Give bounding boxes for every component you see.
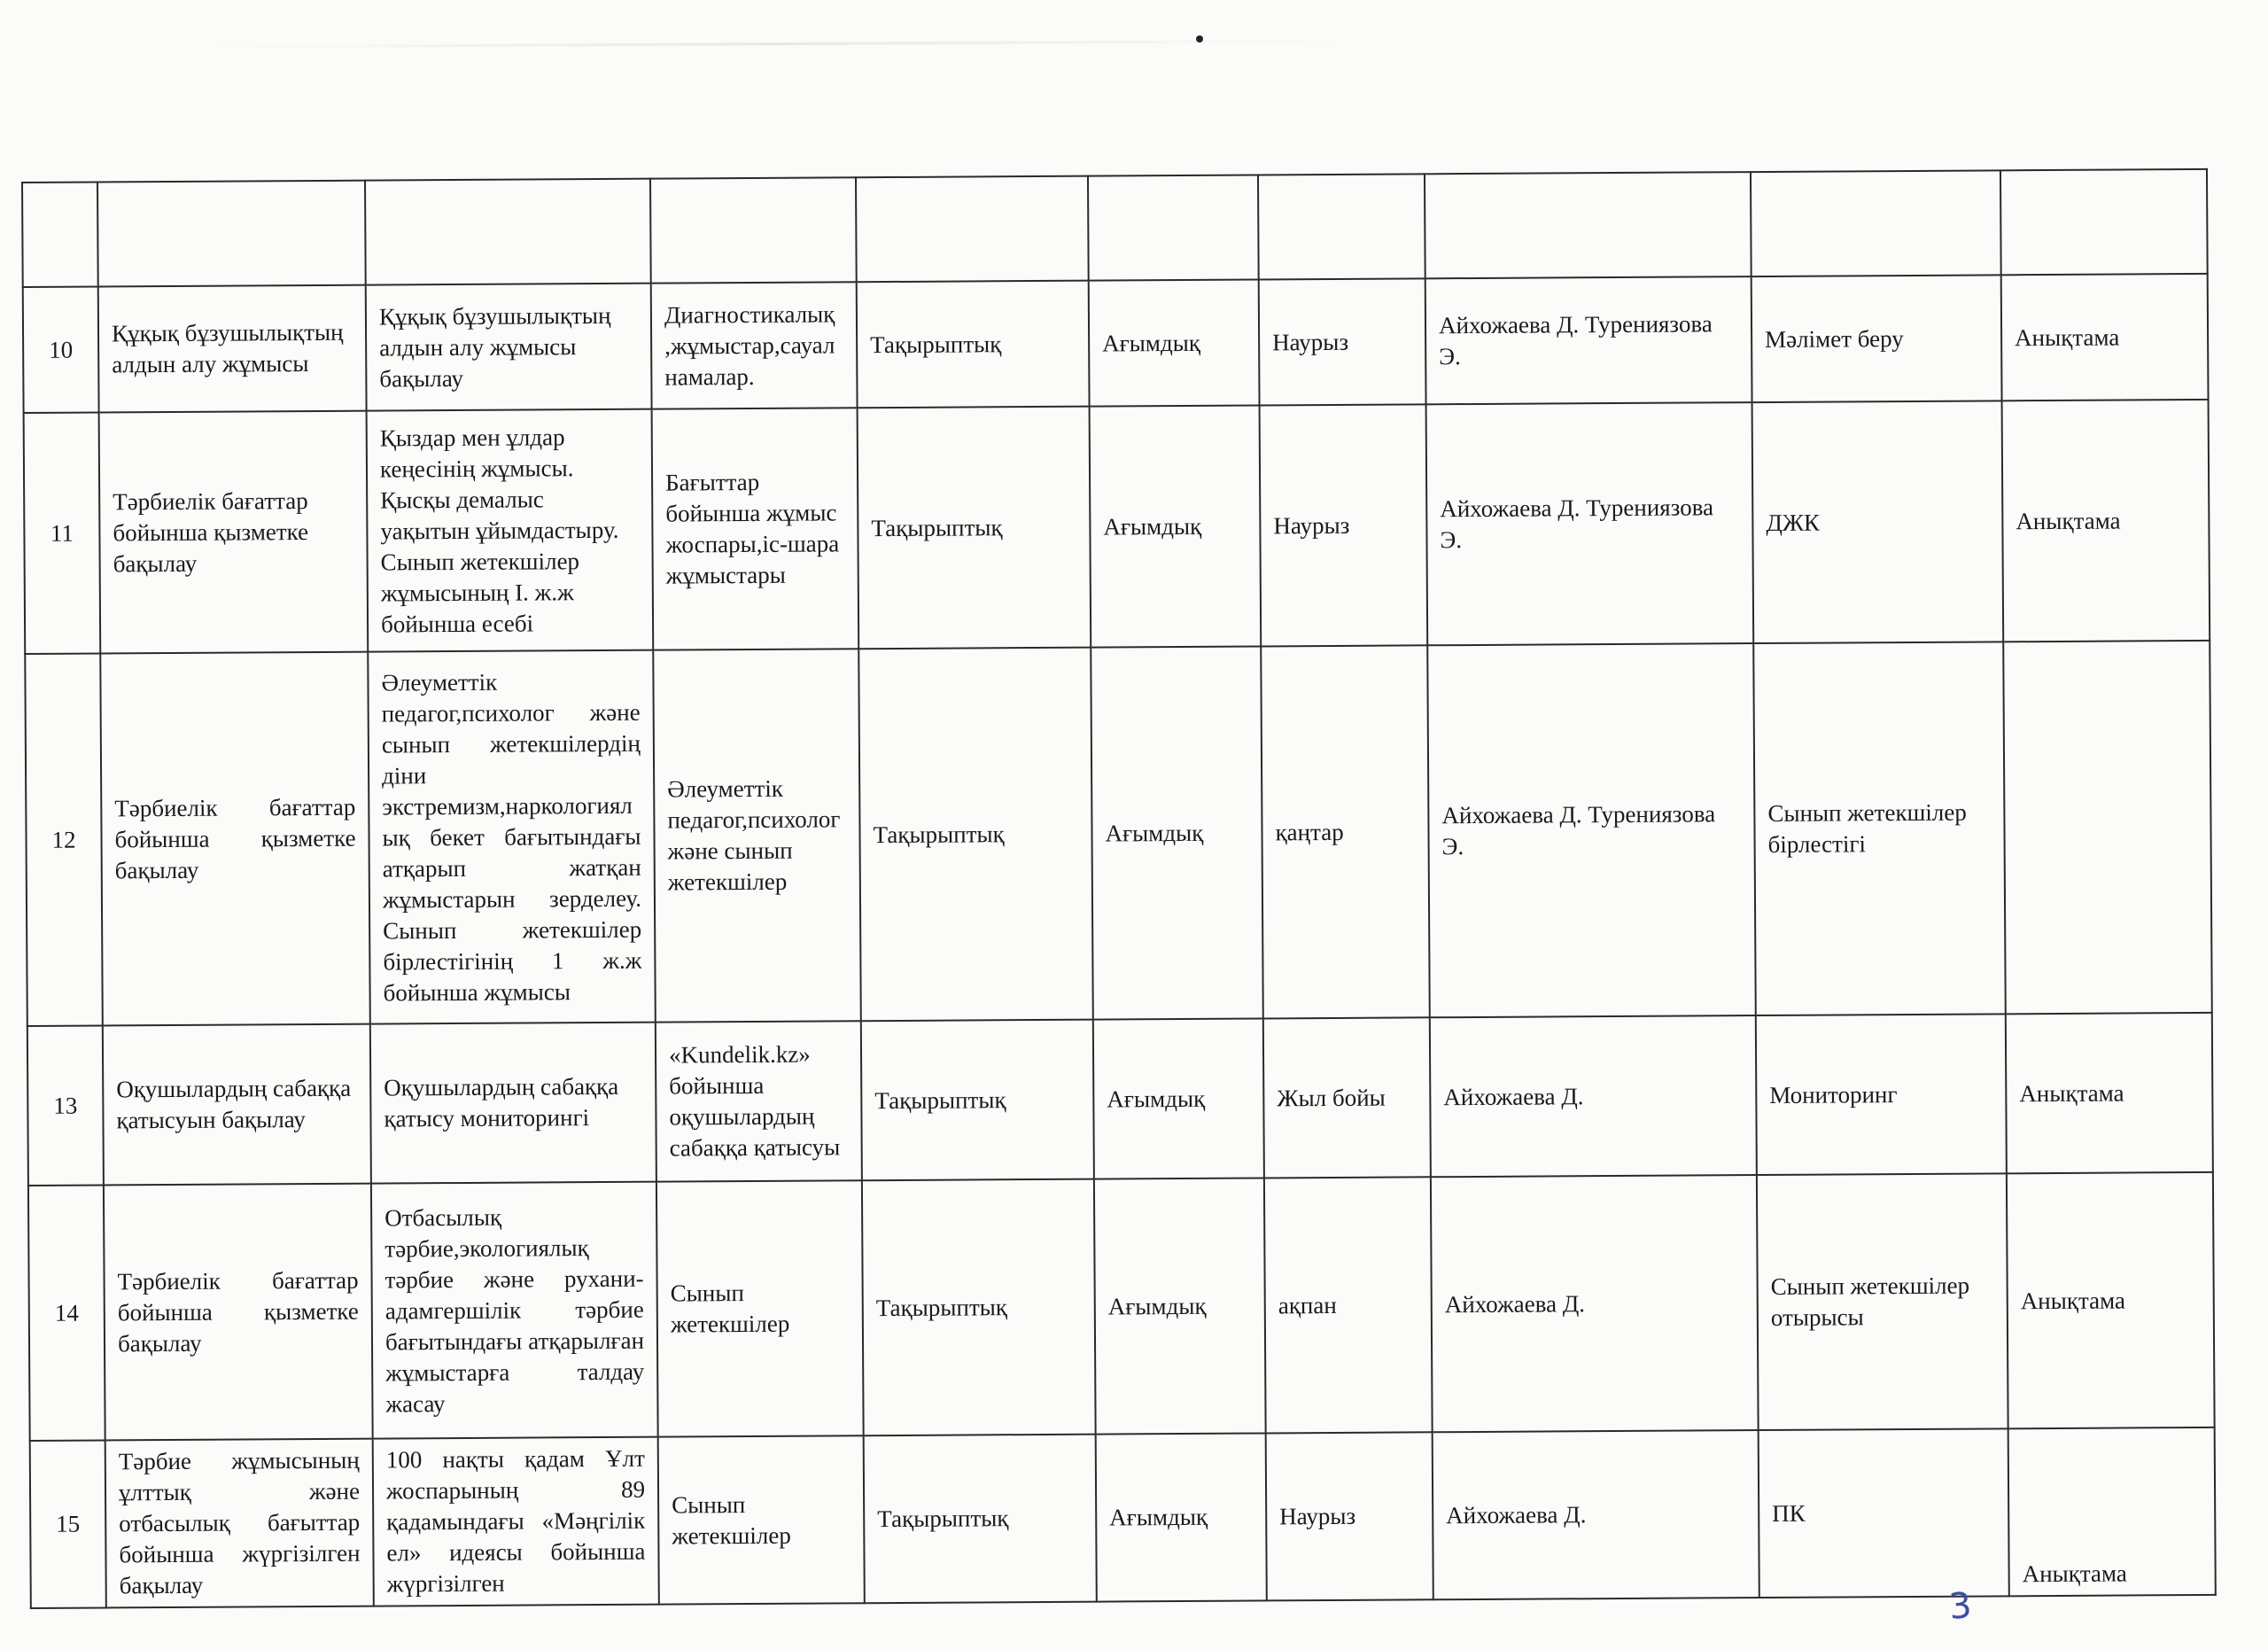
period: ақпан: [1264, 1177, 1433, 1433]
responsible: Айхожаева Д. Турениязова Э.: [1427, 643, 1756, 1017]
result: Анықтама: [2008, 1427, 2216, 1596]
period: Наурыз: [1259, 278, 1426, 405]
result: Анықтама: [2001, 274, 2209, 401]
control-plan-table: [21, 168, 2217, 1609]
period: қаңтар: [1261, 645, 1430, 1018]
result: Анықтама: [2002, 400, 2210, 642]
header-cell: [2000, 169, 2208, 275]
control-form: Ағымдық: [1090, 405, 1262, 647]
row-number: 11: [24, 412, 101, 654]
period: Наурыз: [1266, 1432, 1433, 1600]
materials: Сынып жетекшілер: [658, 1435, 865, 1604]
control-type: Тақырыптық: [864, 1435, 1097, 1604]
control-subject: Отбасылық тәрбие,экологиялық тәрбие және рухани-адамгершілік тәрбие бағытындағы атқарылған жұмыстарға талдау жасау: [371, 1182, 658, 1439]
table-row: [27, 1013, 2213, 1186]
where-reported: ПК: [1759, 1428, 2009, 1598]
where-reported: Мәлімет беру: [1751, 275, 2002, 402]
control-object: Тәрбиелік бағаттар бойынша қызметке бақылау: [99, 411, 369, 654]
control-subject: Оқушылардың сабаққа қатысу мониторингі: [370, 1023, 656, 1184]
period: Жыл бойы: [1263, 1017, 1431, 1178]
responsible: Айхожаева Д. Турениязова Э.: [1425, 276, 1752, 404]
where-reported: Сынып жетекшілер бірлестігі: [1753, 642, 2006, 1015]
header-cell: [22, 182, 98, 287]
table-row: [28, 1172, 2215, 1441]
scan-artifact: [204, 40, 1355, 49]
header-cell: [1258, 174, 1425, 279]
scan-dot: [1196, 35, 1203, 43]
control-subject: Қыздар мен ұлдар кеңесінің жұмысы. Қысқы демалыс уақытын ұйымдастыру. Сынып жетекшілер жұмысының І. ж.ж бойынша есебі: [367, 409, 654, 652]
result: Анықтама: [2007, 1172, 2215, 1428]
control-type: Тақырыптық: [862, 1179, 1096, 1436]
table-row: [23, 274, 2209, 413]
materials: Диагностикалық ,жұмыстар,сауалнамалар.: [651, 282, 858, 408]
result: Анықтама: [2006, 1013, 2213, 1173]
table-row: [30, 1427, 2216, 1608]
header-cell: [365, 179, 651, 285]
materials: Сынып жетекшілер: [656, 1180, 864, 1436]
control-object: Тәрбиелік бағаттар бойынша қызметке бақылау: [104, 1184, 373, 1441]
control-subject: Құқық бұзушылықтың алдын алу жұмысы бақылау: [366, 284, 652, 411]
materials: Әлеуметтік педагог,психолог және сынып жетекшілер: [653, 649, 861, 1022]
control-form: Ағымдық: [1093, 1018, 1264, 1178]
control-object: Тәрбие жұмысының ұлттық және отбасылық бағыттар бойынша жүргізілген бақылау: [105, 1439, 374, 1608]
responsible: Айхожаева Д.: [1431, 1175, 1759, 1432]
page-number: 3: [1947, 1584, 1974, 1629]
responsible: Айхожаева Д.: [1433, 1430, 1759, 1599]
header-cell: [1751, 170, 2001, 276]
control-object: Құқық бұзушылықтың алдын алу жұмысы: [98, 285, 367, 413]
table-row: [25, 641, 2212, 1026]
header-cell: [856, 176, 1089, 283]
header-cell: [650, 177, 857, 283]
header-cell: [1425, 172, 1751, 278]
row-number: 10: [23, 286, 99, 413]
control-form: Ағымдық: [1094, 1178, 1266, 1434]
period: Наурыз: [1260, 404, 1428, 646]
control-form: Ағымдық: [1089, 279, 1260, 406]
materials: «Kundelik.kz» бойынша оқушылардың сабаққа қатысуы: [656, 1021, 862, 1181]
control-type: Тақырыптық: [858, 407, 1091, 649]
responsible: Айхожаева Д. Турениязова Э.: [1426, 402, 1754, 645]
control-form: Ағымдық: [1096, 1433, 1267, 1601]
table-row: [24, 400, 2210, 654]
result: [2003, 641, 2212, 1014]
materials: Бағыттар бойынша жұмыс жоспары,іс-шара жұмыстары: [652, 408, 859, 649]
table-header-row: [22, 169, 2208, 287]
responsible: Айхожаева Д.: [1430, 1015, 1757, 1177]
row-number: 12: [25, 653, 103, 1026]
control-form: Ағымдық: [1091, 646, 1263, 1019]
where-reported: Мониторинг: [1756, 1014, 2007, 1175]
control-type: Тақырыптық: [861, 1020, 1094, 1181]
row-number: 13: [27, 1025, 104, 1186]
where-reported: Сынып жетекшілер отырысы: [1757, 1173, 2008, 1430]
header-cell: [1088, 175, 1259, 280]
control-object: Оқушылардың сабаққа қатысуын бақылау: [103, 1024, 371, 1186]
control-subject: Әлеуметтік педагог,психолог және сынып жетекшілердің діни экстремизм,наркологиялық бекет бағытындағы атқарып жатқан жұмыстарын зерделеу. Сынып жетекшілер бірлестігінің 1 ж.ж бойынша жұмысы: [368, 650, 656, 1024]
row-number: 15: [30, 1440, 106, 1608]
row-number: 14: [28, 1185, 105, 1441]
control-type: Тақырыптық: [857, 281, 1090, 408]
control-subject: 100 нақты қадам Ұлт жоспарының 89 қадамындағы «Мәңгілік ел» идеясы бойынша жүргізілген: [373, 1437, 659, 1606]
control-object: Тәрбиелік бағаттар бойынша қызметке бақылау: [100, 652, 370, 1026]
header-cell: [97, 181, 366, 287]
where-reported: ДЖК: [1752, 401, 2004, 643]
control-type: Тақырыптық: [858, 648, 1093, 1022]
